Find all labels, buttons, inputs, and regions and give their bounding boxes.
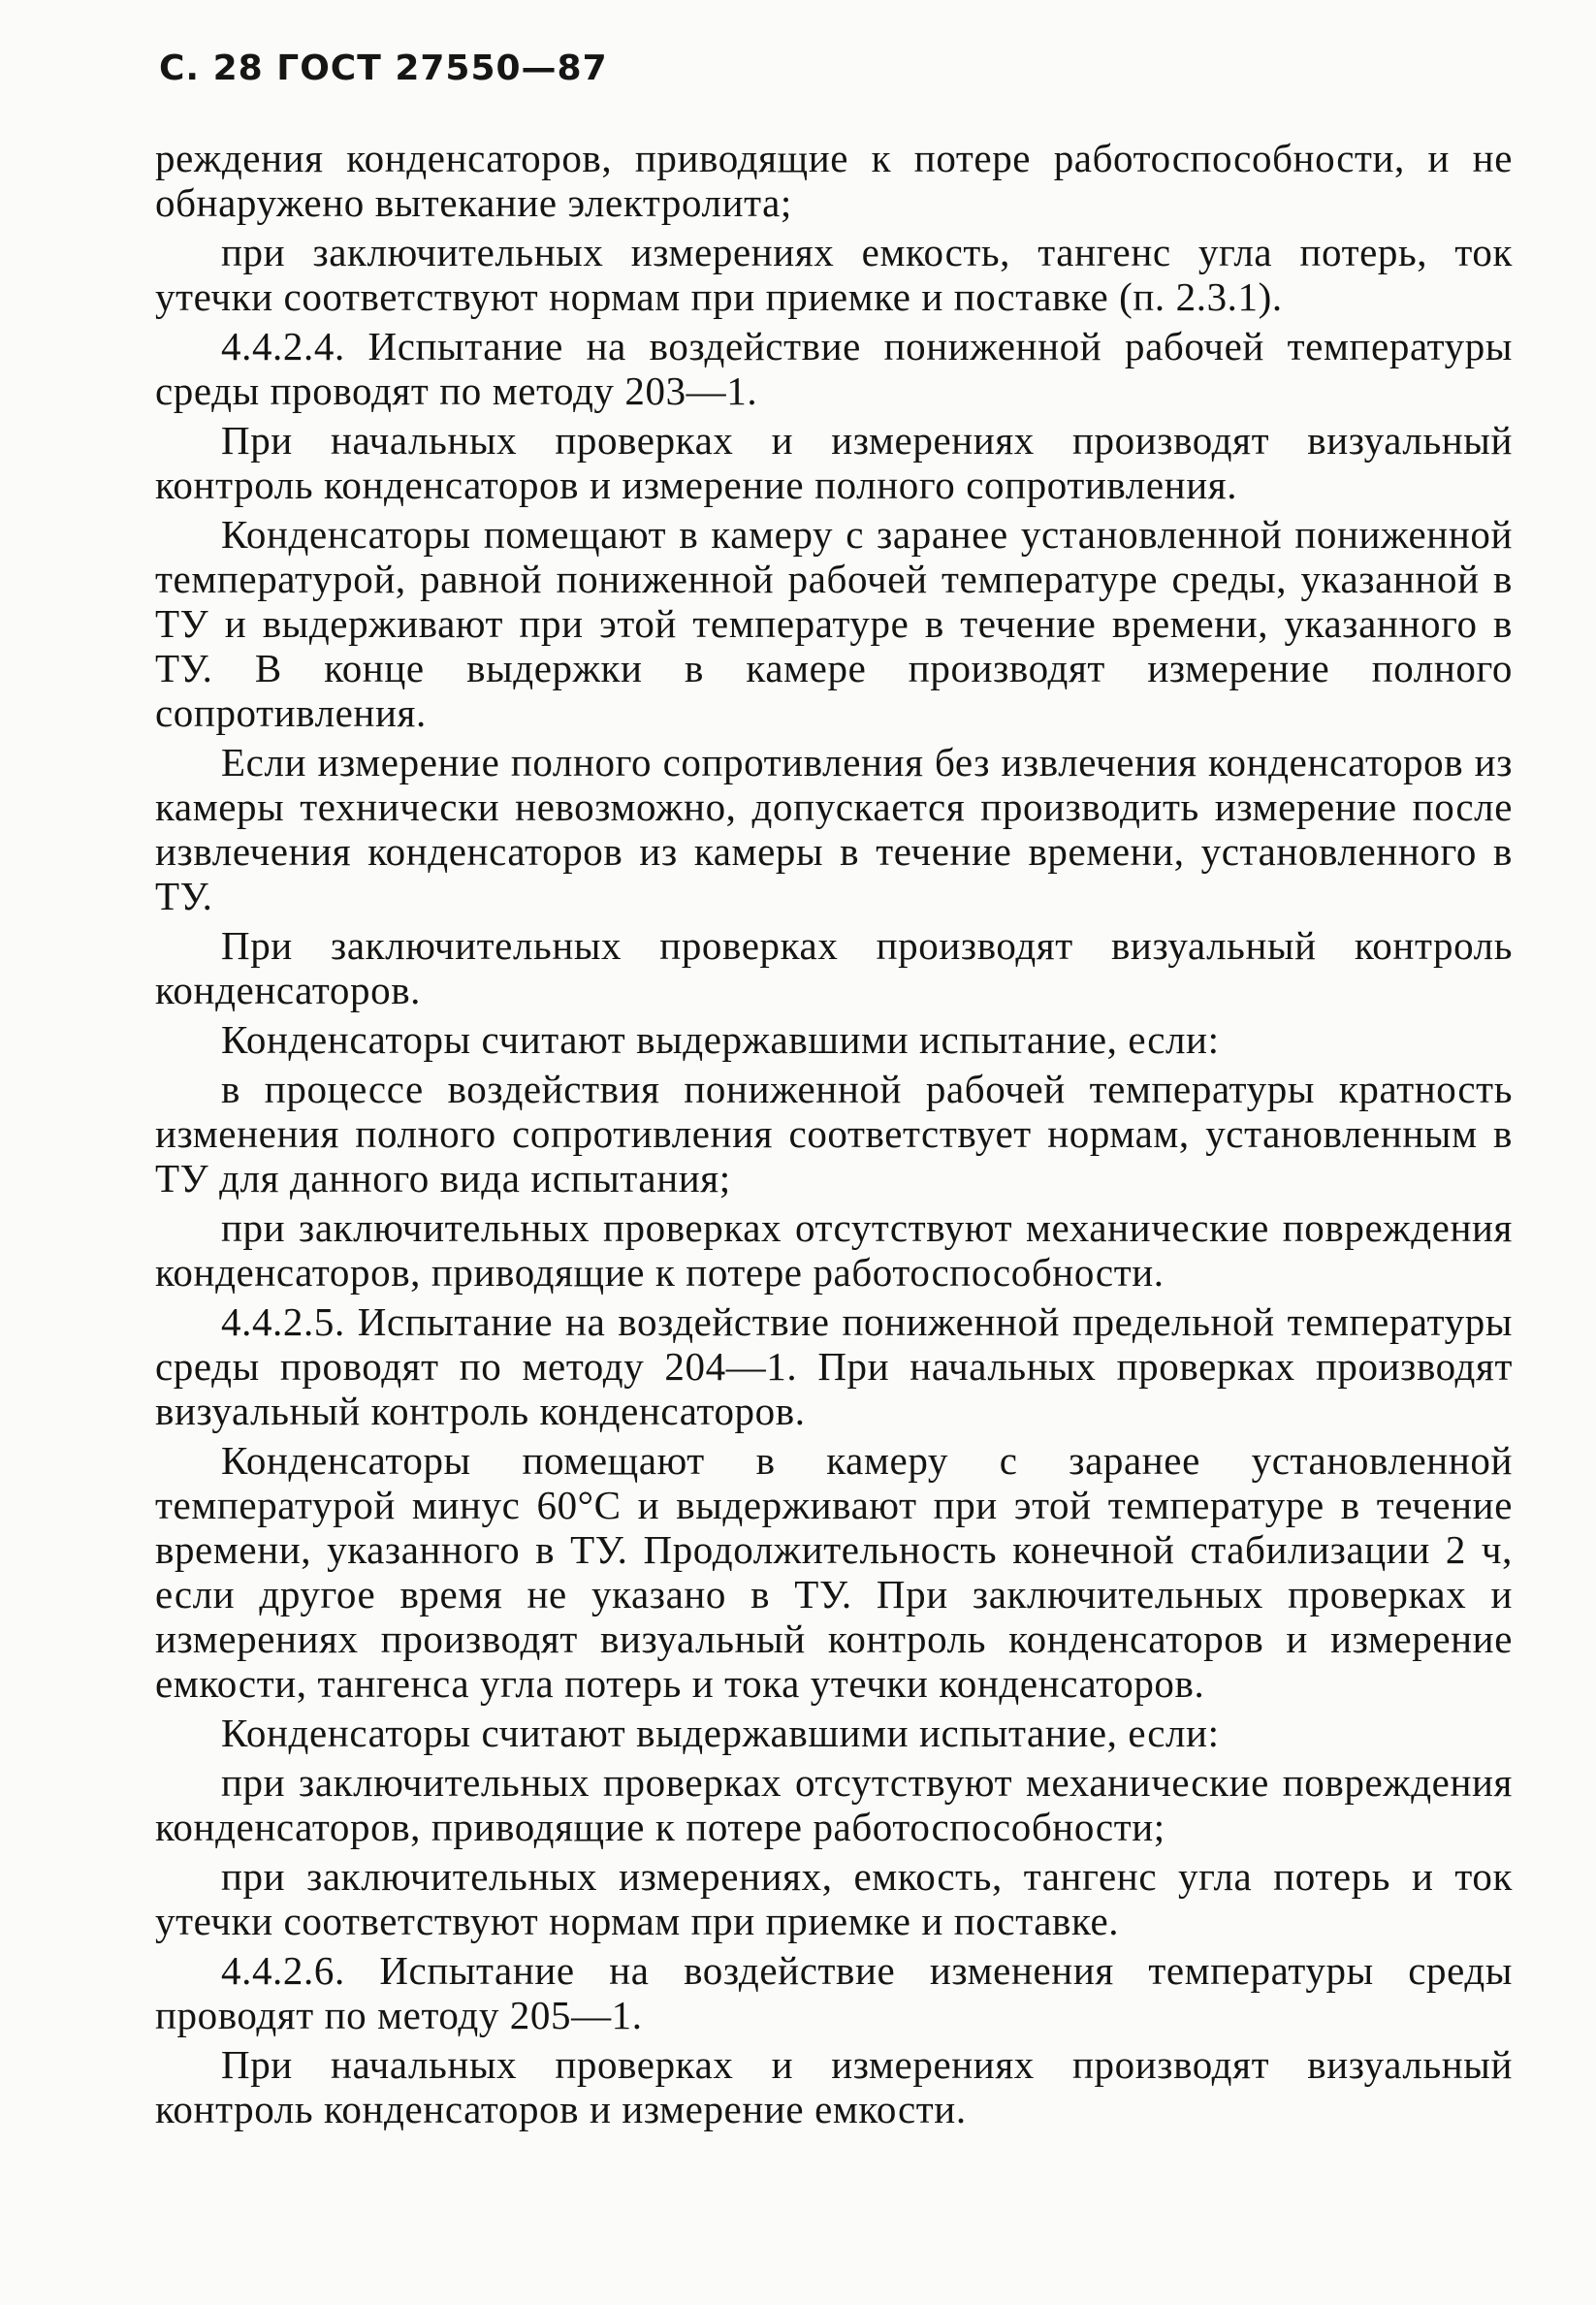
clause-4-4-2-5: 4.4.2.5. Испытание на воздействие пониженной предельной температуры среды проводят по методу 204—1. При начальных проверках производят визуальный контроль конденсаторов. bbox=[155, 1299, 1513, 1433]
paragraph: Конденсаторы считают выдержавшими испытание, если: bbox=[221, 1017, 1220, 1062]
paragraph: Если измерение полного сопротивления без извлечения конденсаторов из камеры технически невозможно, допускается производить измерение после извлечения конденсаторов из камеры в течение времени, установленного в ТУ. bbox=[155, 740, 1513, 918]
clause-4-4-2-6: 4.4.2.6. Испытание на воздействие изменения температуры среды проводят по методу 205—1. bbox=[155, 1948, 1513, 2037]
paragraph: при заключительных измерениях емкость, тангенс угла потерь, ток утечки соответствуют нормам при приемке и поставке (п. 2.3.1). bbox=[155, 230, 1513, 319]
page-header: С. 28 ГОСТ 27550—87 bbox=[159, 48, 608, 88]
paragraph: Конденсаторы помещают в камеру с заранее установленной пониженной температурой, равной пониженной рабочей температуре среды, указанной в ТУ и выдерживают при этой температуре в течение времени, указанного в ТУ. В конце выдержки в камере производят измерение полного сопротивления. bbox=[155, 512, 1513, 735]
paragraph: При начальных проверках и измерениях производят визуальный контроль конденсаторов и измерение полного сопротивления. bbox=[155, 418, 1513, 507]
paragraph: при заключительных проверках отсутствуют механические повреждения конденсаторов, приводящие к потере работоспособности; bbox=[155, 1760, 1513, 1849]
paragraph: при заключительных измерениях, емкость, тангенс угла потерь и ток утечки соответствуют нормам при приемке и поставке. bbox=[155, 1854, 1513, 1943]
paragraph-continuation: реждения конденсаторов, приводящие к потере работоспособности, и не обнаружено вытекание электролита; bbox=[155, 136, 1513, 225]
document-body bbox=[155, 136, 1513, 2136]
paragraph: при заключительных проверках отсутствуют механические повреждения конденсаторов, приводящие к потере работоспособности. bbox=[155, 1205, 1513, 1295]
paragraph: в процессе воздействия пониженной рабочей температуры кратность изменения полного сопротивления соответствует нормам, установленным в ТУ для данного вида испытания; bbox=[155, 1067, 1513, 1201]
paragraph: Конденсаторы помещают в камеру с заранее установленной температурой минус 60°С и выдерживают при этой температуре в течение времени, указанного в ТУ. Продолжительность конечной стабилизации 2 ч, если другое время не указано в ТУ. При заключительных проверках и измерениях производят визуальный контроль конденсаторов и измерение емкости, тангенса угла потерь и тока утечки конденсаторов. bbox=[155, 1438, 1513, 1706]
paragraph: При начальных проверках и измерениях производят визуальный контроль конденсаторов и измерение емкости. bbox=[155, 2042, 1513, 2131]
clause-4-4-2-4: 4.4.2.4. Испытание на воздействие пониженной рабочей температуры среды проводят по методу 203—1. bbox=[155, 324, 1513, 413]
paragraph: При заключительных проверках производят визуальный контроль конденсаторов. bbox=[155, 923, 1513, 1012]
paragraph: Конденсаторы считают выдержавшими испытание, если: bbox=[221, 1711, 1220, 1755]
